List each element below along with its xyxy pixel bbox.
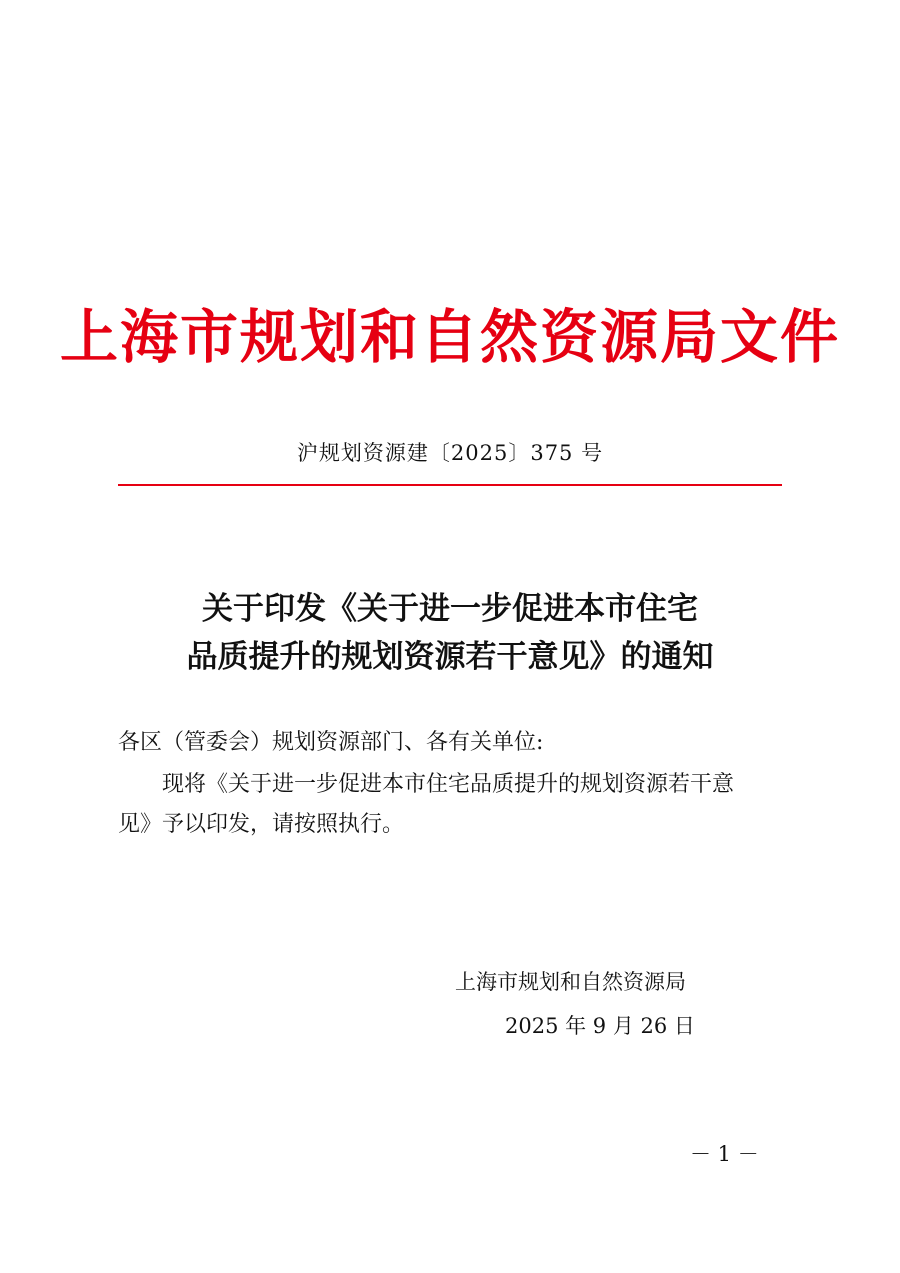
notice-title-line-1: 关于印发《关于进一步促进本市住宅	[202, 591, 698, 627]
document-number: 沪规划资源建〔2025〕375 号	[296, 441, 604, 465]
page-number: － 1 －	[690, 1142, 759, 1166]
notice-title	[0, 585, 900, 681]
body-line-2: 见》予以印发，请按照执行。	[118, 812, 405, 837]
issuing-authority: 上海市规划和自然资源局	[455, 970, 686, 994]
masthead-title: 上海市规划和自然资源局文件	[59, 303, 840, 371]
issue-date: 2025 年 9 月 26 日	[505, 1014, 695, 1038]
body-line-1: 现将《关于进一步促进本市住宅品质提升的规划资源若干意	[162, 772, 735, 797]
notice-title-line-2: 品质提升的规划资源若干意见》的通知	[186, 639, 714, 675]
salutation: 各区（管委会）规划资源部门、各有关单位:	[118, 730, 544, 755]
red-divider-line	[118, 484, 782, 486]
body-paragraph	[118, 765, 788, 845]
